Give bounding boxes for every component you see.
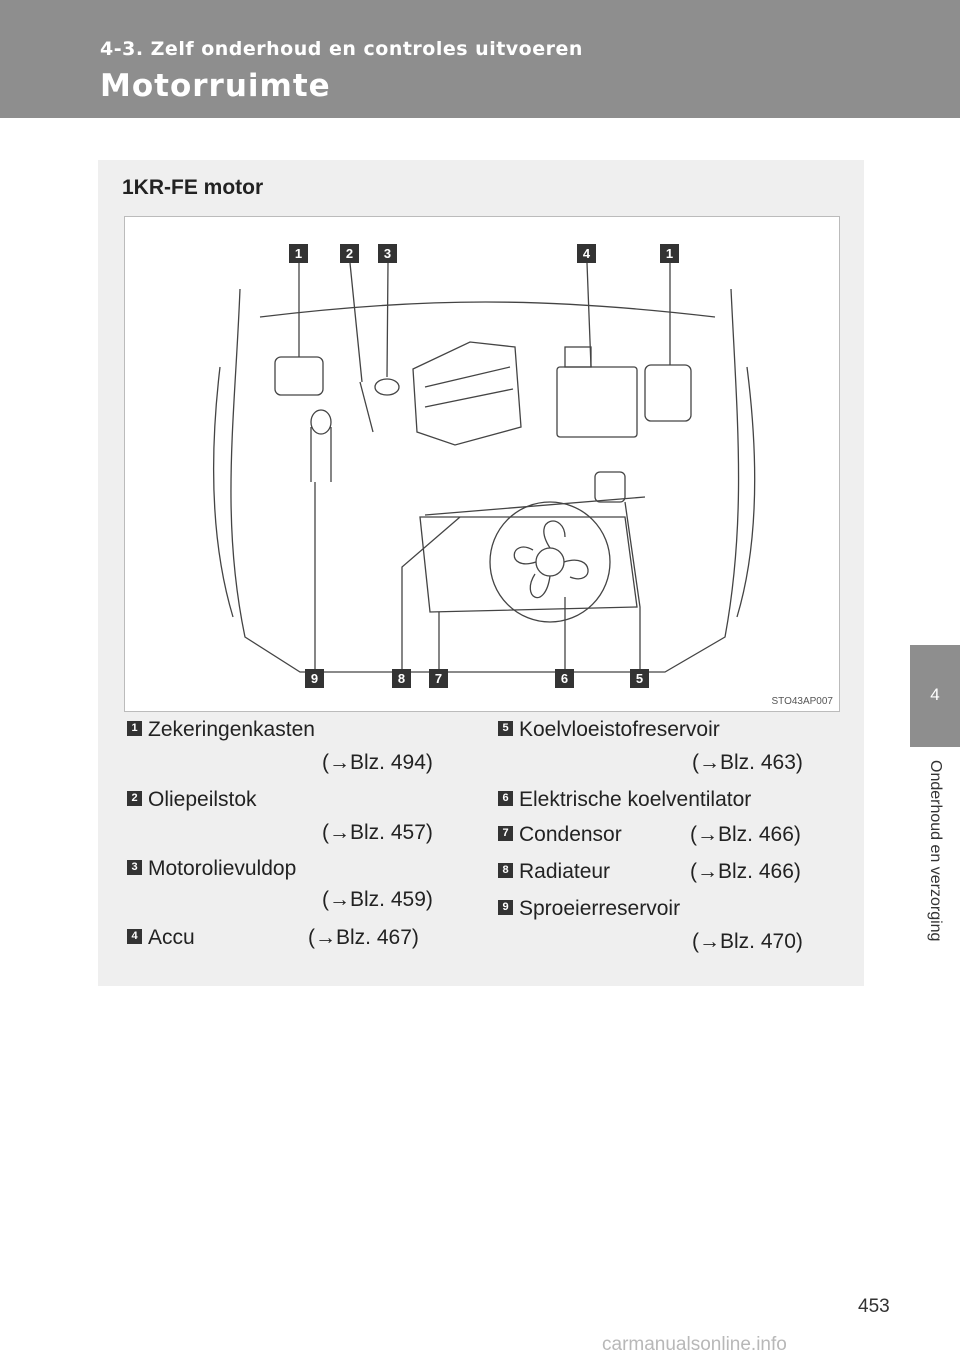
oil-filler-cap bbox=[375, 379, 399, 395]
number-badge: 1 bbox=[127, 721, 142, 736]
coolant-reservoir bbox=[595, 472, 625, 502]
legend-item bbox=[498, 788, 751, 812]
legend-item bbox=[127, 857, 296, 881]
engine-bay-figure bbox=[124, 216, 840, 712]
watermark: carmanualsonline.info bbox=[602, 1334, 787, 1355]
legend-ref: (→Blz. 466) bbox=[690, 860, 801, 883]
page-title: Motorruimte bbox=[100, 68, 331, 104]
body-outline bbox=[231, 289, 739, 672]
callout-bottom-6: 6 bbox=[555, 669, 574, 688]
legend-name: Motorolievuldop bbox=[148, 857, 297, 880]
callout-bottom-9: 9 bbox=[305, 669, 324, 688]
legend-name: Koelvloeistofreservoir bbox=[519, 718, 720, 741]
legend-name: Accu bbox=[148, 926, 195, 949]
legend-ref: (→Blz. 463) bbox=[692, 751, 803, 774]
section-heading: 4-3. Zelf onderhoud en controles uitvoeren bbox=[100, 38, 583, 60]
legend-name: Elektrische koelventilator bbox=[519, 788, 752, 811]
legend-ref: (→Blz. 470) bbox=[692, 930, 803, 953]
legend-name: Radiateur bbox=[519, 860, 611, 883]
callout-top-2: 2 bbox=[340, 244, 359, 263]
legend-item bbox=[498, 897, 680, 921]
legend-item bbox=[127, 718, 315, 742]
page-number: 453 bbox=[858, 1296, 890, 1317]
legend-ref: (→Blz. 459) bbox=[322, 888, 433, 911]
cooling-fan bbox=[490, 502, 610, 622]
engine-cover bbox=[413, 342, 521, 445]
left-fender bbox=[214, 367, 233, 617]
legend-item bbox=[127, 788, 257, 812]
legend-name: Oliepeilstok bbox=[148, 788, 257, 811]
callout-bottom-8: 8 bbox=[392, 669, 411, 688]
callout-bottom-7: 7 bbox=[429, 669, 448, 688]
legend-item bbox=[498, 718, 720, 742]
legend-name: Zekeringenkasten bbox=[148, 718, 315, 741]
legend-ref: (→Blz. 467) bbox=[308, 926, 419, 949]
number-badge: 5 bbox=[498, 721, 513, 736]
legend-ref: (→Blz. 466) bbox=[690, 823, 801, 846]
callout-bottom-5: 5 bbox=[630, 669, 649, 688]
washer-reservoir bbox=[311, 410, 331, 434]
chapter-tab bbox=[910, 645, 960, 747]
chapter-label: Onderhoud en verzorging bbox=[927, 760, 944, 942]
number-badge: 4 bbox=[127, 929, 142, 944]
callout-top-1b: 1 bbox=[660, 244, 679, 263]
callout-top-4: 4 bbox=[577, 244, 596, 263]
legend-name: Sproeierreservoir bbox=[519, 897, 681, 920]
radiator bbox=[420, 517, 637, 612]
page-header bbox=[0, 0, 960, 118]
engine-bay-illustration bbox=[125, 217, 839, 711]
legend-ref: (→Blz. 457) bbox=[322, 821, 433, 844]
legend-item bbox=[498, 823, 622, 847]
number-badge: 2 bbox=[127, 791, 142, 806]
hood-line bbox=[260, 302, 715, 317]
number-badge: 9 bbox=[498, 900, 513, 915]
number-badge: 6 bbox=[498, 791, 513, 806]
number-badge: 3 bbox=[127, 860, 142, 875]
chapter-number: 4 bbox=[930, 685, 940, 704]
figure-code: STO43AP007 bbox=[771, 696, 833, 707]
legend-item bbox=[498, 860, 610, 884]
legend-ref: (→Blz. 494) bbox=[322, 751, 433, 774]
callout-top-1: 1 bbox=[289, 244, 308, 263]
legend-name: Condensor bbox=[519, 823, 622, 846]
fuse-box-right bbox=[645, 365, 691, 421]
legend-item bbox=[127, 926, 195, 950]
right-fender bbox=[737, 367, 755, 617]
callout-top-3: 3 bbox=[378, 244, 397, 263]
number-badge: 8 bbox=[498, 863, 513, 878]
battery bbox=[557, 367, 637, 437]
dipstick bbox=[360, 382, 373, 432]
number-badge: 7 bbox=[498, 826, 513, 841]
panel-title: 1KR-FE motor bbox=[122, 176, 264, 199]
fuse-box-left bbox=[275, 357, 323, 395]
